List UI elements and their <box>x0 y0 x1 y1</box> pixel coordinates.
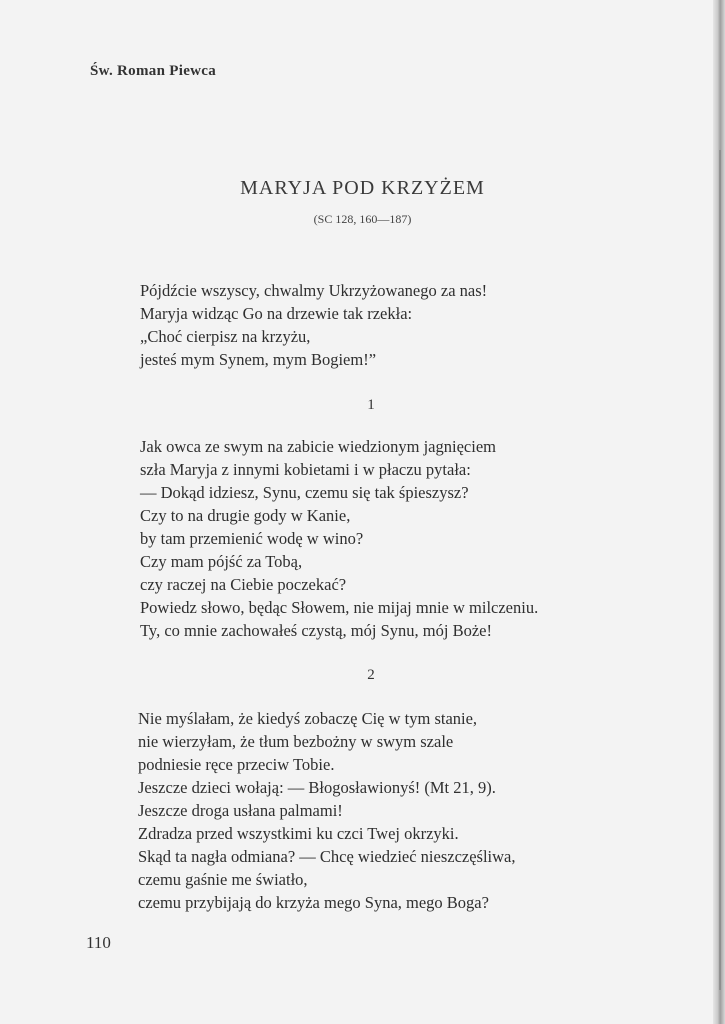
verse-line: — Dokąd idziesz, Synu, czemu się tak śpieszysz? <box>140 483 469 502</box>
verse-line: Jak owca ze swym na zabicie wiedzionym jagnięciem <box>140 437 496 456</box>
section-number-2: 2 <box>367 667 375 683</box>
verse-line: Czy mam pójść za Tobą, <box>140 552 303 571</box>
verse-line: szła Maryja z innymi kobietami i w płaczu pytała: <box>140 460 471 479</box>
verse-line: Nie myślałam, że kiedyś zobaczę Cię w tym stanie, <box>138 709 478 728</box>
refrain-line: Pójdźcie wszyscy, chwalmy Ukrzyżowanego za nas! <box>140 281 488 300</box>
refrain-stanza <box>140 279 620 371</box>
section-2-stanza <box>138 707 618 914</box>
verse-line: czemu przybijają do krzyża mego Syna, mego Boga? <box>138 893 489 912</box>
verse-line: czy raczej na Ciebie poczekać? <box>140 575 347 594</box>
verse-line: Jeszcze droga usłana palmami! <box>138 801 343 820</box>
verse-line: by tam przemienić wodę w wino? <box>140 529 364 548</box>
section-1-stanza <box>140 435 620 642</box>
page-edge-line <box>719 150 721 990</box>
verse-line: Czy to na drugie gody w Kanie, <box>140 506 351 525</box>
verse-line: Jeszcze dzieci wołają: — Błogosławionyś! (Mt 21, 9). <box>138 778 496 797</box>
source-reference: (SC 128, 160—187) <box>313 212 412 226</box>
verse-line: nie wierzyłam, że tłum bezbożny w swym szale <box>138 732 454 751</box>
verse-line: Skąd ta nagła odmiana? — Chcę wiedzieć nieszczęśliwa, <box>138 847 516 866</box>
refrain-line: jesteś mym Synem, mym Bogiem!” <box>140 350 377 369</box>
verse-line: Powiedz słowo, będąc Słowem, nie mijaj mnie w milczeniu. <box>140 598 539 617</box>
section-number-1: 1 <box>367 397 375 413</box>
verse-line: Ty, co mnie zachowałeś czystą, mój Synu, mój Boże! <box>140 621 492 640</box>
refrain-line: „Choć cierpisz na krzyżu, <box>140 327 311 346</box>
verse-line: czemu gaśnie me światło, <box>138 870 308 889</box>
running-head: Św. Roman Piewca <box>90 63 217 79</box>
verse-line: Zdradza przed wszystkimi ku czci Twej okrzyki. <box>138 824 459 843</box>
verse-line: podniesie ręce przeciw Tobie. <box>138 755 335 774</box>
refrain-line: Maryja widząc Go na drzewie tak rzekła: <box>140 304 413 323</box>
page-number: 110 <box>86 933 111 952</box>
poem-title: MARYJA POD KRZYŻEM <box>240 177 485 199</box>
